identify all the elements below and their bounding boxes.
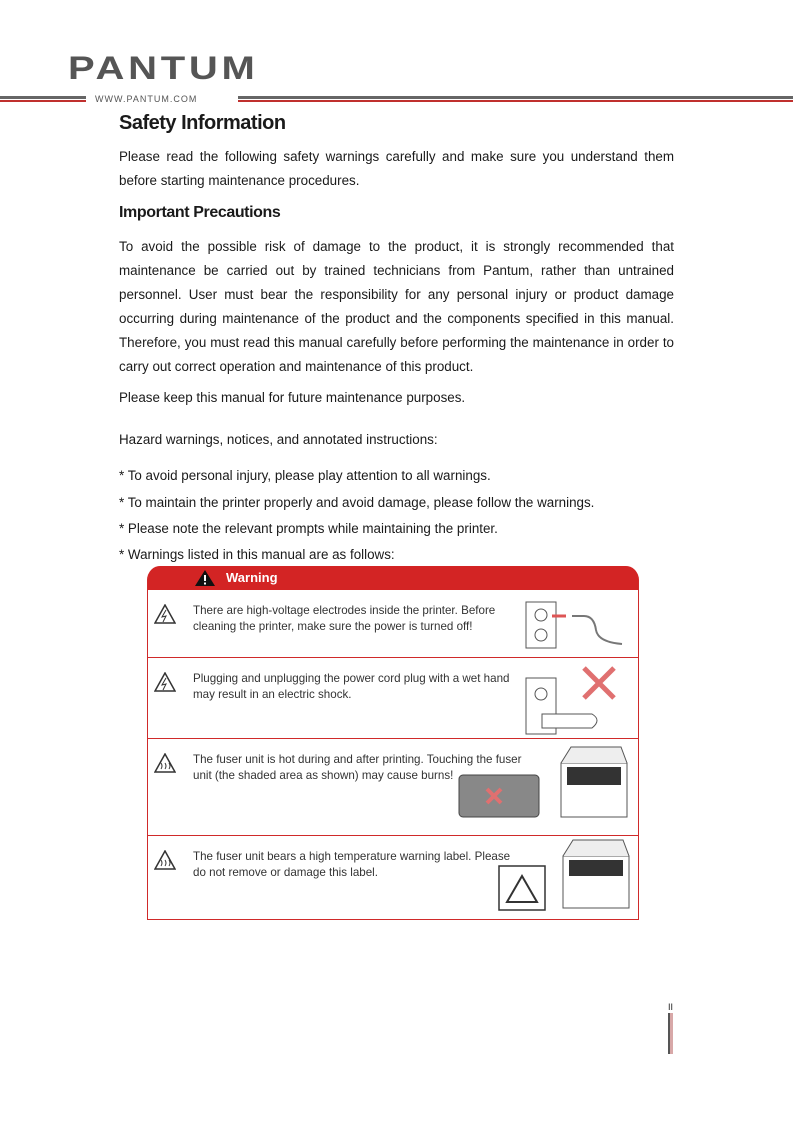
hot-surface-icon [154, 753, 176, 773]
warning-row [148, 738, 638, 835]
warning-row [148, 835, 638, 919]
header-rule [0, 96, 86, 99]
warning-title: Warning [226, 570, 278, 585]
header-rule-red [238, 100, 793, 102]
warning-text: The fuser unit is hot during and after printing. Touching the fuser unit (the shaded area as shown) may cause burns! [193, 753, 522, 782]
wet-hand-plug-illustration [522, 664, 632, 736]
high-voltage-icon [154, 604, 176, 624]
fuser-printer-illustration [457, 745, 632, 831]
hazard-intro: Hazard warnings, notices, and annotated instructions: [119, 432, 438, 447]
page-marker-bar [668, 1013, 673, 1054]
header-rule [238, 96, 793, 99]
warning-box [147, 566, 639, 920]
header-url: WWW.PANTUM.COM [92, 94, 200, 104]
warning-label-illustration [497, 838, 632, 914]
bullet-item: * To maintain the printer properly and avoid damage, please follow the warnings. [119, 495, 595, 510]
warning-row [148, 657, 638, 738]
warning-text: The fuser unit bears a high temperature warning label. Please do not remove or damage this label. [193, 850, 511, 879]
bullet-item: * To avoid personal injury, please play attention to all warnings. [119, 468, 491, 483]
hot-surface-icon [154, 850, 176, 870]
high-voltage-icon [154, 672, 176, 692]
header-rule-red [0, 100, 86, 102]
section-heading: Important Precautions [119, 204, 281, 221]
page-title: Safety Information [119, 112, 286, 134]
bullet-item: * Warnings listed in this manual are as follows: [119, 547, 395, 562]
page-number: II [668, 1002, 674, 1012]
pantum-logo: PANTUM [68, 50, 259, 86]
bullet-item: * Please note the relevant prompts while maintaining the printer. [119, 521, 498, 536]
keep-manual-paragraph: Please keep this manual for future maintenance purposes. [119, 390, 466, 405]
warning-text: There are high-voltage electrodes inside the printer. Before cleaning the printer, make sure the power is turned off! [193, 604, 496, 633]
warning-header [148, 566, 638, 590]
warning-text: Plugging and unplugging the power cord plug with a wet hand may result in an electric shock. [193, 672, 510, 701]
unplug-illustration [522, 598, 632, 654]
warning-triangle-icon [194, 569, 216, 587]
precautions-paragraph: To avoid the possible risk of damage to the product, it is strongly recommended that maintenance be carried out by trained technicians from Pantum, rather than untrained personnel. User must bear the responsibility for any personal injury or product damage occurring during maintenance of the product and the components specified in this manual. Therefore, you must read this manual carefully before performing the maintenance in order to carry out correct operation and maintenance of this product. [119, 239, 674, 374]
warning-row [148, 590, 638, 657]
intro-paragraph: Please read the following safety warnings carefully and make sure you understand them before starting maintenance procedures. [119, 149, 674, 188]
